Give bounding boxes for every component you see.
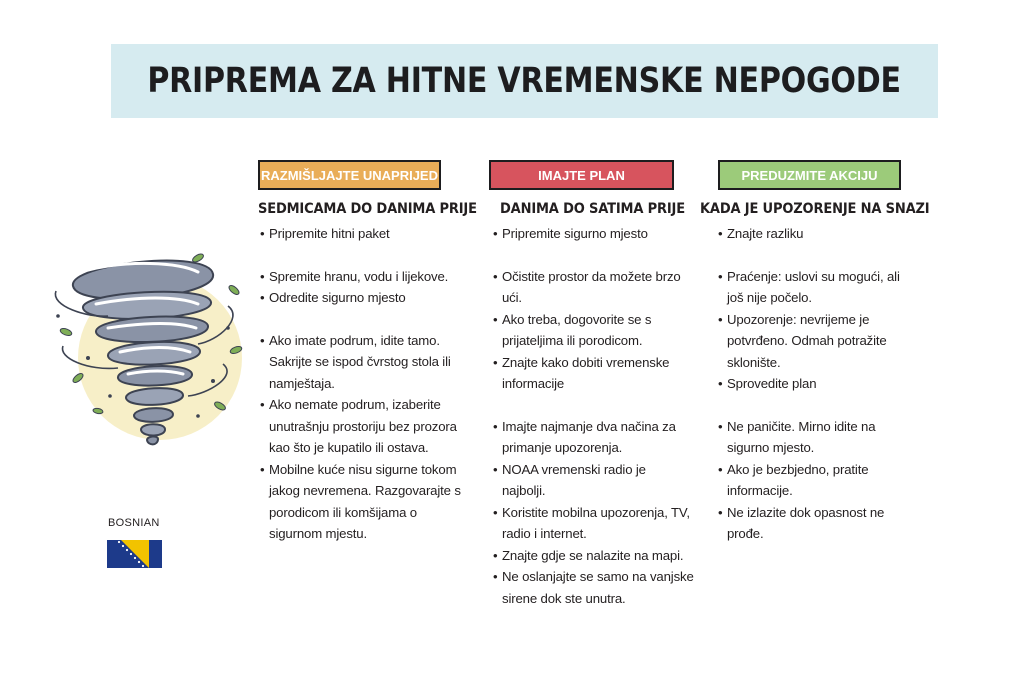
- list-item: • Ako je bezbjedno, pratite informacije.: [718, 459, 955, 502]
- list-item: • Praćenje: uslovi su mogući, ali još nije počelo.: [718, 266, 955, 309]
- badge-think-ahead: RAZMIŠLJAJTE UNAPRIJED: [258, 160, 441, 190]
- page-title: PRIPREMA ZA HITNE VREMENSKE NEPOGODE: [147, 61, 902, 101]
- tornado-illustration: [48, 246, 248, 461]
- list-item: • Ako imate podrum, idite tamo. Sakrijte se ispod čvrstog stola ili namještaja.: [260, 330, 501, 395]
- list-item: • Mobilne kuće nisu sigurne tokom jakog nevremena. Razgovarajte s porodicom ili komšijama o sigurnom mjestu.: [260, 459, 501, 545]
- list-think-ahead: [260, 223, 501, 545]
- list-item: • Ako treba, dogovorite se s prijateljima ili porodicom.: [493, 309, 706, 352]
- list-item: • Ne oslanjajte se samo na vanjske sirene dok ste unutra.: [493, 566, 706, 609]
- list-have-plan: [493, 223, 706, 609]
- list-item: • Očistite prostor da možete brzo ući.: [493, 266, 706, 309]
- title-banner: [111, 44, 938, 118]
- list-item: • Imajte najmanje dva načina za primanje upozorenja.: [493, 416, 706, 459]
- subhead-have-plan: DANIMA DO SATIMA PRIJE: [500, 201, 685, 217]
- column-take-action: [700, 160, 955, 545]
- list-item: • Pripremite sigurno mjesto: [493, 223, 706, 245]
- column-think-ahead: [258, 160, 501, 545]
- list-item: • Koristite mobilna upozorenja, TV, radio i internet.: [493, 502, 706, 545]
- list-item: • Spremite hranu, vodu i lijekove.: [260, 266, 501, 288]
- subhead-think-ahead: SEDMICAMA DO DANIMA PRIJE: [258, 201, 477, 217]
- list-item: • Ako nemate podrum, izaberite unutrašnju prostoriju bez prozora kao što je kupatilo ili ostava.: [260, 394, 501, 459]
- bosnia-flag-icon: [107, 540, 162, 568]
- list-item: • Sprovedite plan: [718, 373, 955, 395]
- list-item: • Ne izlazite dok opasnost ne prođe.: [718, 502, 955, 545]
- list-item: • Pripremite hitni paket: [260, 223, 501, 245]
- list-item: • Znajte gdje se nalazite na mapi.: [493, 545, 706, 567]
- list-item: • Ne paničite. Mirno idite na sigurno mjesto.: [718, 416, 955, 459]
- list-item: • Znajte kako dobiti vremenske informacije: [493, 352, 706, 395]
- subhead-take-action: KADA JE UPOZORENJE NA SNAZI: [700, 201, 930, 217]
- language-label: BOSNIAN: [108, 517, 160, 529]
- badge-take-action: PREDUZMITE AKCIJU: [718, 160, 901, 190]
- list-item: • Odredite sigurno mjesto: [260, 287, 501, 309]
- list-item: • Znajte razliku: [718, 223, 955, 245]
- list-item: • Upozorenje: nevrijeme je potvrđeno. Odmah potražite sklonište.: [718, 309, 955, 374]
- list-item: • NOAA vremenski radio je najbolji.: [493, 459, 706, 502]
- badge-have-plan: IMAJTE PLAN: [489, 160, 674, 190]
- list-take-action: [718, 223, 955, 545]
- column-have-plan: [489, 160, 706, 609]
